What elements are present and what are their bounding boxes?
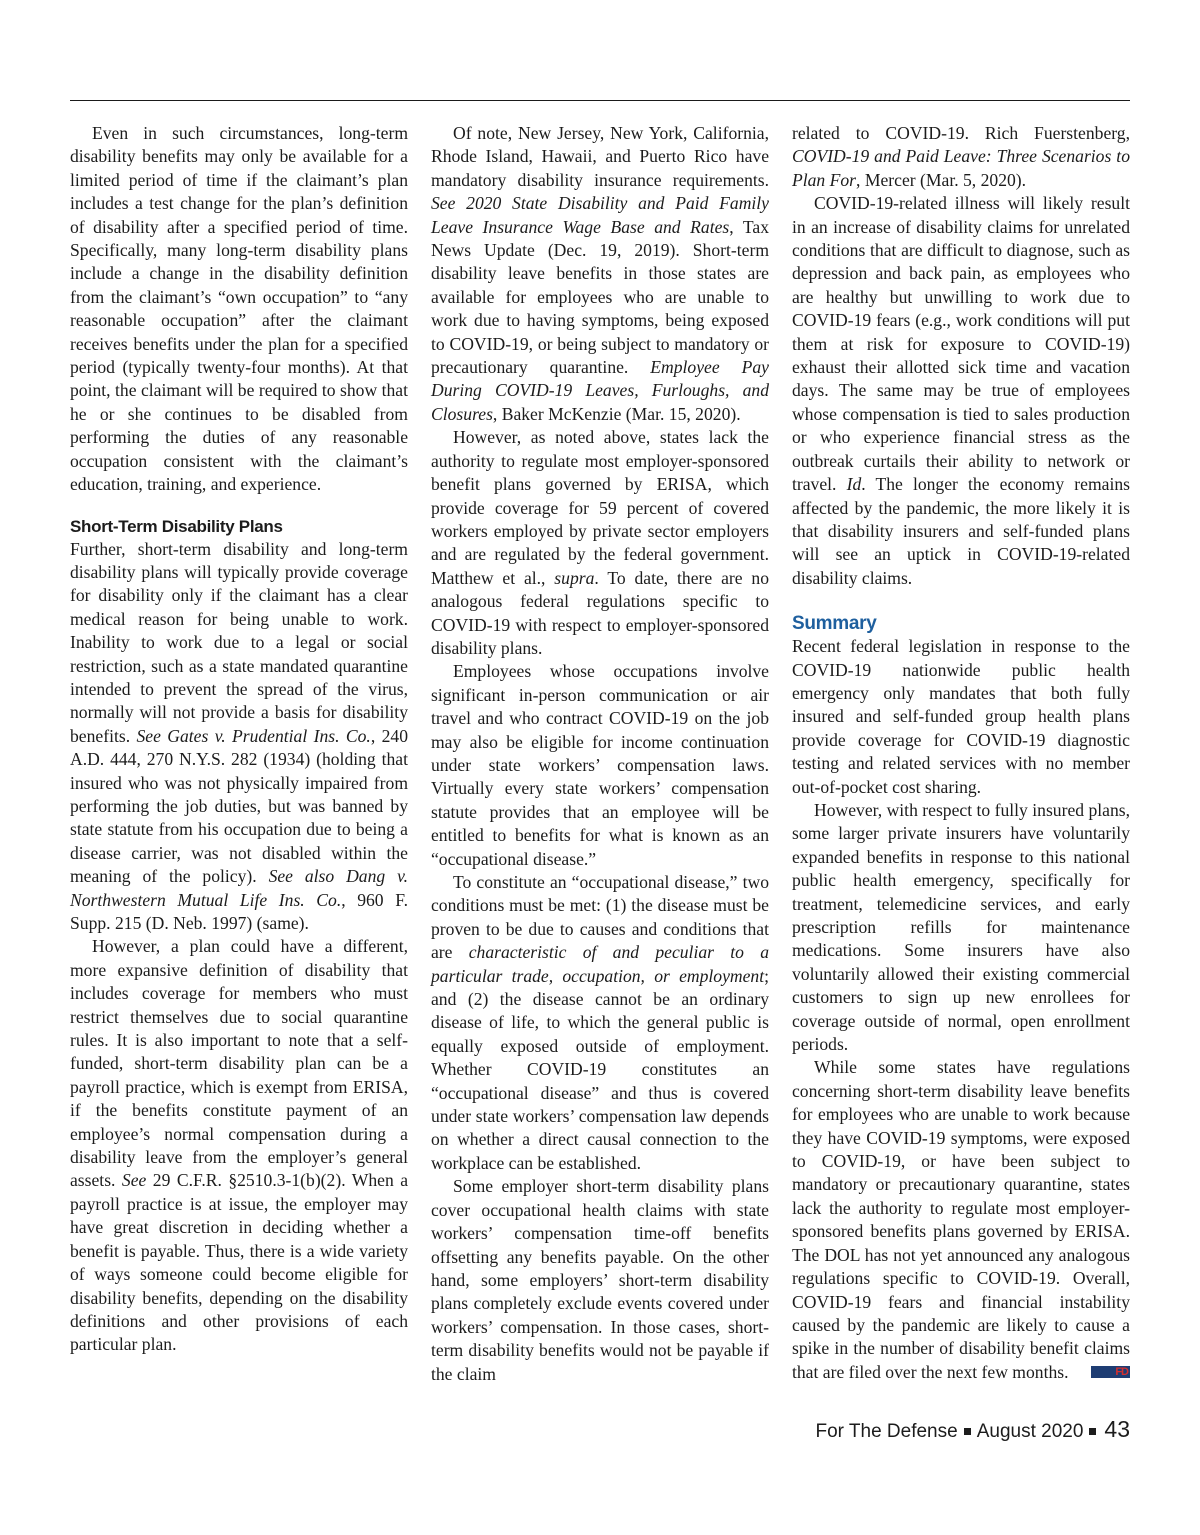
paragraph: Some employer short-term disability plans cover occupational health claims with state workers’ compensation time-off benefits offsetting any benefits payable. On the other hand, some employers’ short-term disability plans completely exclude events covered under workers’ compensation. In those cases, short-term disability benefits would not be payable if the claim [431, 1176, 769, 1384]
paragraph: COVID-19-related illness will likely result in an increase of disability claims for unrelated conditions that are difficult to diagnose, such as depression and back pain, as employees who are healthy but unwilling to work due to COVID-19 fears (e.g., work conditions will put them at risk for exposure to COVID-19) exhaust their allotted sick time and vacation days. The same may be true of employees whose compensation is tied to sales production or who experience financial stress as the outbreak curtails their ability to network or travel. Id. The longer the economy remains affected by the pandemic, the more likely it is that disability insurers and self-funded plans will see an uptick in COVID-19-related disability claims. [792, 193, 1130, 588]
section-heading-short-term: Short-Term Disability Plans [70, 516, 283, 536]
publication-name: For The Defense [815, 1421, 958, 1442]
paragraph: Employees whose occupations involve significant in-person communication or air travel and who contract COVID-19 on the job may also be eligible for income continuation under state workers’ compensation laws. Virtually every state workers’ compensation statute provides that an employee will be entitled to benefits for what is known as an “occupational disease.” [431, 661, 769, 869]
paragraph: Even in such circumstances, long-term disability benefits may only be available for a limited period of time if the claimant’s plan includes a test change for the plan’s definition of disability after a specified period of time. Specifically, many long-term disability plans include a change in the disability definition from the claimant’s “own occupation” to “any reasonable occupation” after the claimant receives benefits under the plan for a specified period (typically twenty-four months). At that point, the claimant will be required to show that he or she continues to be disabled from performing the duties of any reasonable occupation consistent with the claimant’s education, training, and experience. [70, 123, 408, 495]
column-3 [792, 122, 1130, 1384]
paragraph: related to COVID-19. Rich Fuerstenberg, COVID-19 and Paid Leave: Three Scenarios to Plan For, Mercer (Mar. 5, 2020). [792, 123, 1130, 190]
citation: Employee Pay During COVID-19 Leaves, Furloughs, and Closures [431, 357, 769, 424]
page-footer [815, 1416, 1130, 1443]
issue-date: August 2020 [976, 1421, 1084, 1442]
case-citation: See also Dang v. Northwestern Mutual Life Ins. Co. [70, 866, 408, 910]
paragraph: However, a plan could have a different, more expansive definition of disability that includes coverage for members who must restrict themselves due to social quarantine rules. It is also important to note that a self-funded, short-term disability plan can be a payroll practice, which is exempt from ERISA, if the benefits constitute payment of an employee’s normal compensation during a disability leave from the employer’s general assets. See 29 C.F.R. §2510.3-1(b)(2). When a payroll practice is at issue, the employer may have great discretion in deciding whether a benefit is payable. Thus, there is a wide variety of ways someone could become eligible for disability benefits, depending on the disability definitions and other provisions of each particular plan. [70, 936, 409, 1355]
paragraph: However, as noted above, states lack the authority to regulate most employer-sponsored benefit plans governed by ERISA, which provide coverage for 59 percent of covered workers employed by private sector employers and are regulated by the federal government. Matthew et al., supra. To date, there are no analogous federal regulations specific to COVID-19 with respect to employer-sponsored disability plans. [431, 427, 769, 658]
case-citation: See Gates v. Prudential Ins. Co. [136, 725, 371, 746]
paragraph: Further, short-term disability and long-term disability plans will typically provide coverage for disability only if the claimant has a clear medical reason for being unable to work. Inability to work due to a legal or social restriction, such as a state mandated quarantine intended to prevent the spread of the virus, normally will not provide a basis for disability benefits. See Gates v. Prudential Ins. Co., 240 A.D. 444, 270 N.Y.S. 282 (1934) (holding that insured who was not physically impaired from performing the job duties, but was banned by state statute from his occupation due to being a disease carrier, was not disabled within the meaning of the policy). See also Dang v. Northwestern Mutual Life Ins. Co., 960 F. Supp. 215 (D. Neb. 1997) (same). [70, 538, 408, 933]
section-heading-summary: Summary [792, 613, 877, 635]
column-1 [70, 122, 408, 1357]
paragraph: Recent federal legislation in response to the COVID-19 nationwide public health emergency only mandates that both fully insured and self-funded group health plans provide coverage for COVID-19 diagnostic testing and related services with no member out-of-pocket cost sharing. [792, 636, 1130, 797]
column-2 [431, 122, 769, 1386]
citation: COVID-19 and Paid Leave: Three Scenarios to Plan For [792, 146, 1130, 190]
paragraph: Of note, New Jersey, New York, California, Rhode Island, Hawaii, and Puerto Rico have mandatory disability insurance requirements. See 2020 State Disability and Paid Family Leave Insurance Wage Base and Rates, Tax News Update (Dec. 19, 2019). Short-term disability leave benefits in those states are available for employees who are unable to work due to having symptoms, being exposed to COVID-19, or being subject to mandatory or precautionary quarantine. Employee Pay During COVID-19 Leaves, Furloughs, and Closures, Baker McKenzie (Mar. 15, 2020). [431, 123, 769, 424]
square-bullet-icon [1089, 1428, 1096, 1435]
page-number: 43 [1104, 1416, 1130, 1442]
citation: See 2020 State Disability and Paid Family Leave Insurance Wage Base and Rates [431, 193, 769, 237]
header-rule [70, 100, 1130, 101]
paragraph: However, with respect to fully insured plans, some larger private insurers have voluntarily expanded benefits in response to this national public health emergency, specifically for treatment, telemedicine services, and early prescription refills for maintenance medications. Some insurers have also voluntarily allowed their existing commercial customers to sign up new enrollees for coverage outside of normal, open enrollment periods. [792, 799, 1130, 1055]
square-bullet-icon [964, 1428, 971, 1435]
paragraph: While some states have regulations concerning short-term disability leave benefits for employees who are unable to work because they have COVID-19 symptoms, were exposed to COVID-19, or have been subject to mandatory or precautionary quarantine, states lack the authority to regulate most employer-sponsored benefits plans governed by ERISA. The DOL has not yet announced any analogous regulations specific to COVID-19. Overall, COVID-19 fears and financial instability caused by the pandemic are likely to cause a spike in the number of disability benefit claims that are filed over the next few months. FD [792, 1057, 1130, 1382]
paragraph: To constitute an “occupational disease,” two conditions must be met: (1) the disease must be proven to be due to causes and conditions that are characteristic of and peculiar to a particular trade, occupation, or employment; and (2) the disease cannot be an ordinary disease of life, to which the general public is equally exposed outside of employment. Whether COVID-19 constitutes an “occupational disease” and thus is covered under state workers’ compensation law depends on whether a direct causal connection to the workplace can be established. [431, 872, 769, 1173]
fd-logo-icon: FD [1091, 1366, 1130, 1378]
